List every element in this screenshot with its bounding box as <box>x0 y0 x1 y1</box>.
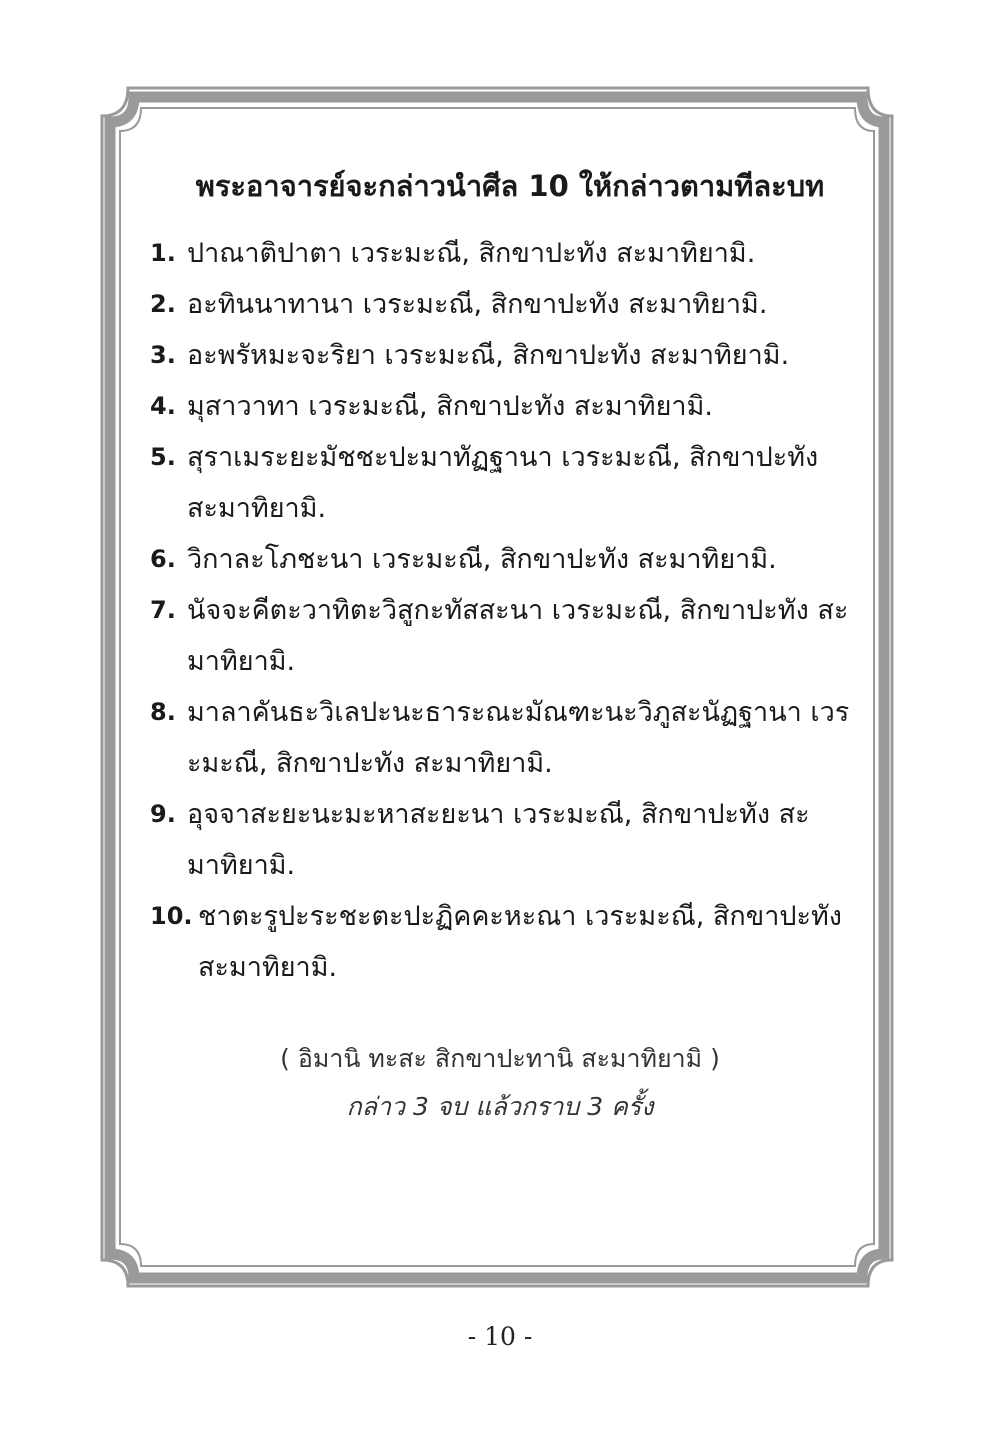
precept-number: 2. <box>150 290 176 318</box>
precept-item-5 <box>150 432 850 534</box>
precept-number: 6. <box>150 545 176 573</box>
page-number: - 10 - <box>467 1322 533 1351</box>
precept-item-2 <box>150 279 850 330</box>
closing-recitation: ( อิมานิ ทะสะ สิกขาปะทานิ สะมาทิยามิ ) <box>280 1044 720 1073</box>
page-heading: พระอาจารย์จะกล่าวนำศีล 10 ให้กล่าวตามทีละบท <box>195 169 825 203</box>
precept-text: วิกาละโภชะนา เวระมะณี, สิกขาปะทัง สะมาทิยามิ. <box>187 544 777 575</box>
precept-text: ชาตะรูปะระชะตะปะฏิคคะหะณา เวระมะณี, สิกขาปะทัง สะมาทิยามิ. <box>198 901 842 983</box>
precept-item-7 <box>150 585 850 687</box>
precept-text: นัจจะคีตะวาทิตะวิสูกะทัสสะนา เวระมะณี, สิกขาปะทัง สะมาทิยามิ. <box>187 595 849 677</box>
precept-number: 1. <box>150 239 176 267</box>
precept-item-4 <box>150 381 850 432</box>
precept-number: 3. <box>150 341 176 369</box>
precept-item-9 <box>150 789 850 891</box>
precept-number: 7. <box>150 596 176 624</box>
precept-text: มาลาคันธะวิเลปะนะธาระณะมัณฑะนะวิภูสะนัฏฐานา เวระมะณี, สิกขาปะทัง สะมาทิยามิ. <box>187 697 850 779</box>
closing-block <box>150 1035 850 1131</box>
bowing-instruction: กล่าว 3 จบ แล้วกราบ 3 ครั้ง <box>346 1092 654 1121</box>
precept-text: อุจจาสะยะนะมะหาสะยะนา เวระมะณี, สิกขาปะทัง สะมาทิยามิ. <box>187 799 810 881</box>
precept-number: 8. <box>150 698 176 726</box>
precept-text: มุสาวาทา เวระมะณี, สิกขาปะทัง สะมาทิยามิ. <box>187 391 713 422</box>
precept-text: อะทินนาทานา เวระมะณี, สิกขาปะทัง สะมาทิยามิ. <box>187 289 768 320</box>
precept-item-6 <box>150 534 850 585</box>
precept-number: 9. <box>150 800 176 828</box>
precept-list <box>150 228 850 993</box>
precept-item-3 <box>150 330 850 381</box>
precept-item-1 <box>150 228 850 279</box>
precept-item-10 <box>150 891 850 993</box>
precept-item-8 <box>150 687 850 789</box>
precept-text: ปาณาติปาตา เวระมะณี, สิกขาปะทัง สะมาทิยามิ. <box>187 238 756 269</box>
precept-number: 4. <box>150 392 176 420</box>
precept-text: สุราเมระยะมัชชะปะมาทัฏฐานา เวระมะณี, สิกขาปะทัง สะมาทิยามิ. <box>187 442 819 524</box>
precept-number: 5. <box>150 443 176 471</box>
precept-number: 10. <box>150 902 193 930</box>
precept-text: อะพรัหมะจะริยา เวระมะณี, สิกขาปะทัง สะมาทิยามิ. <box>187 340 790 371</box>
